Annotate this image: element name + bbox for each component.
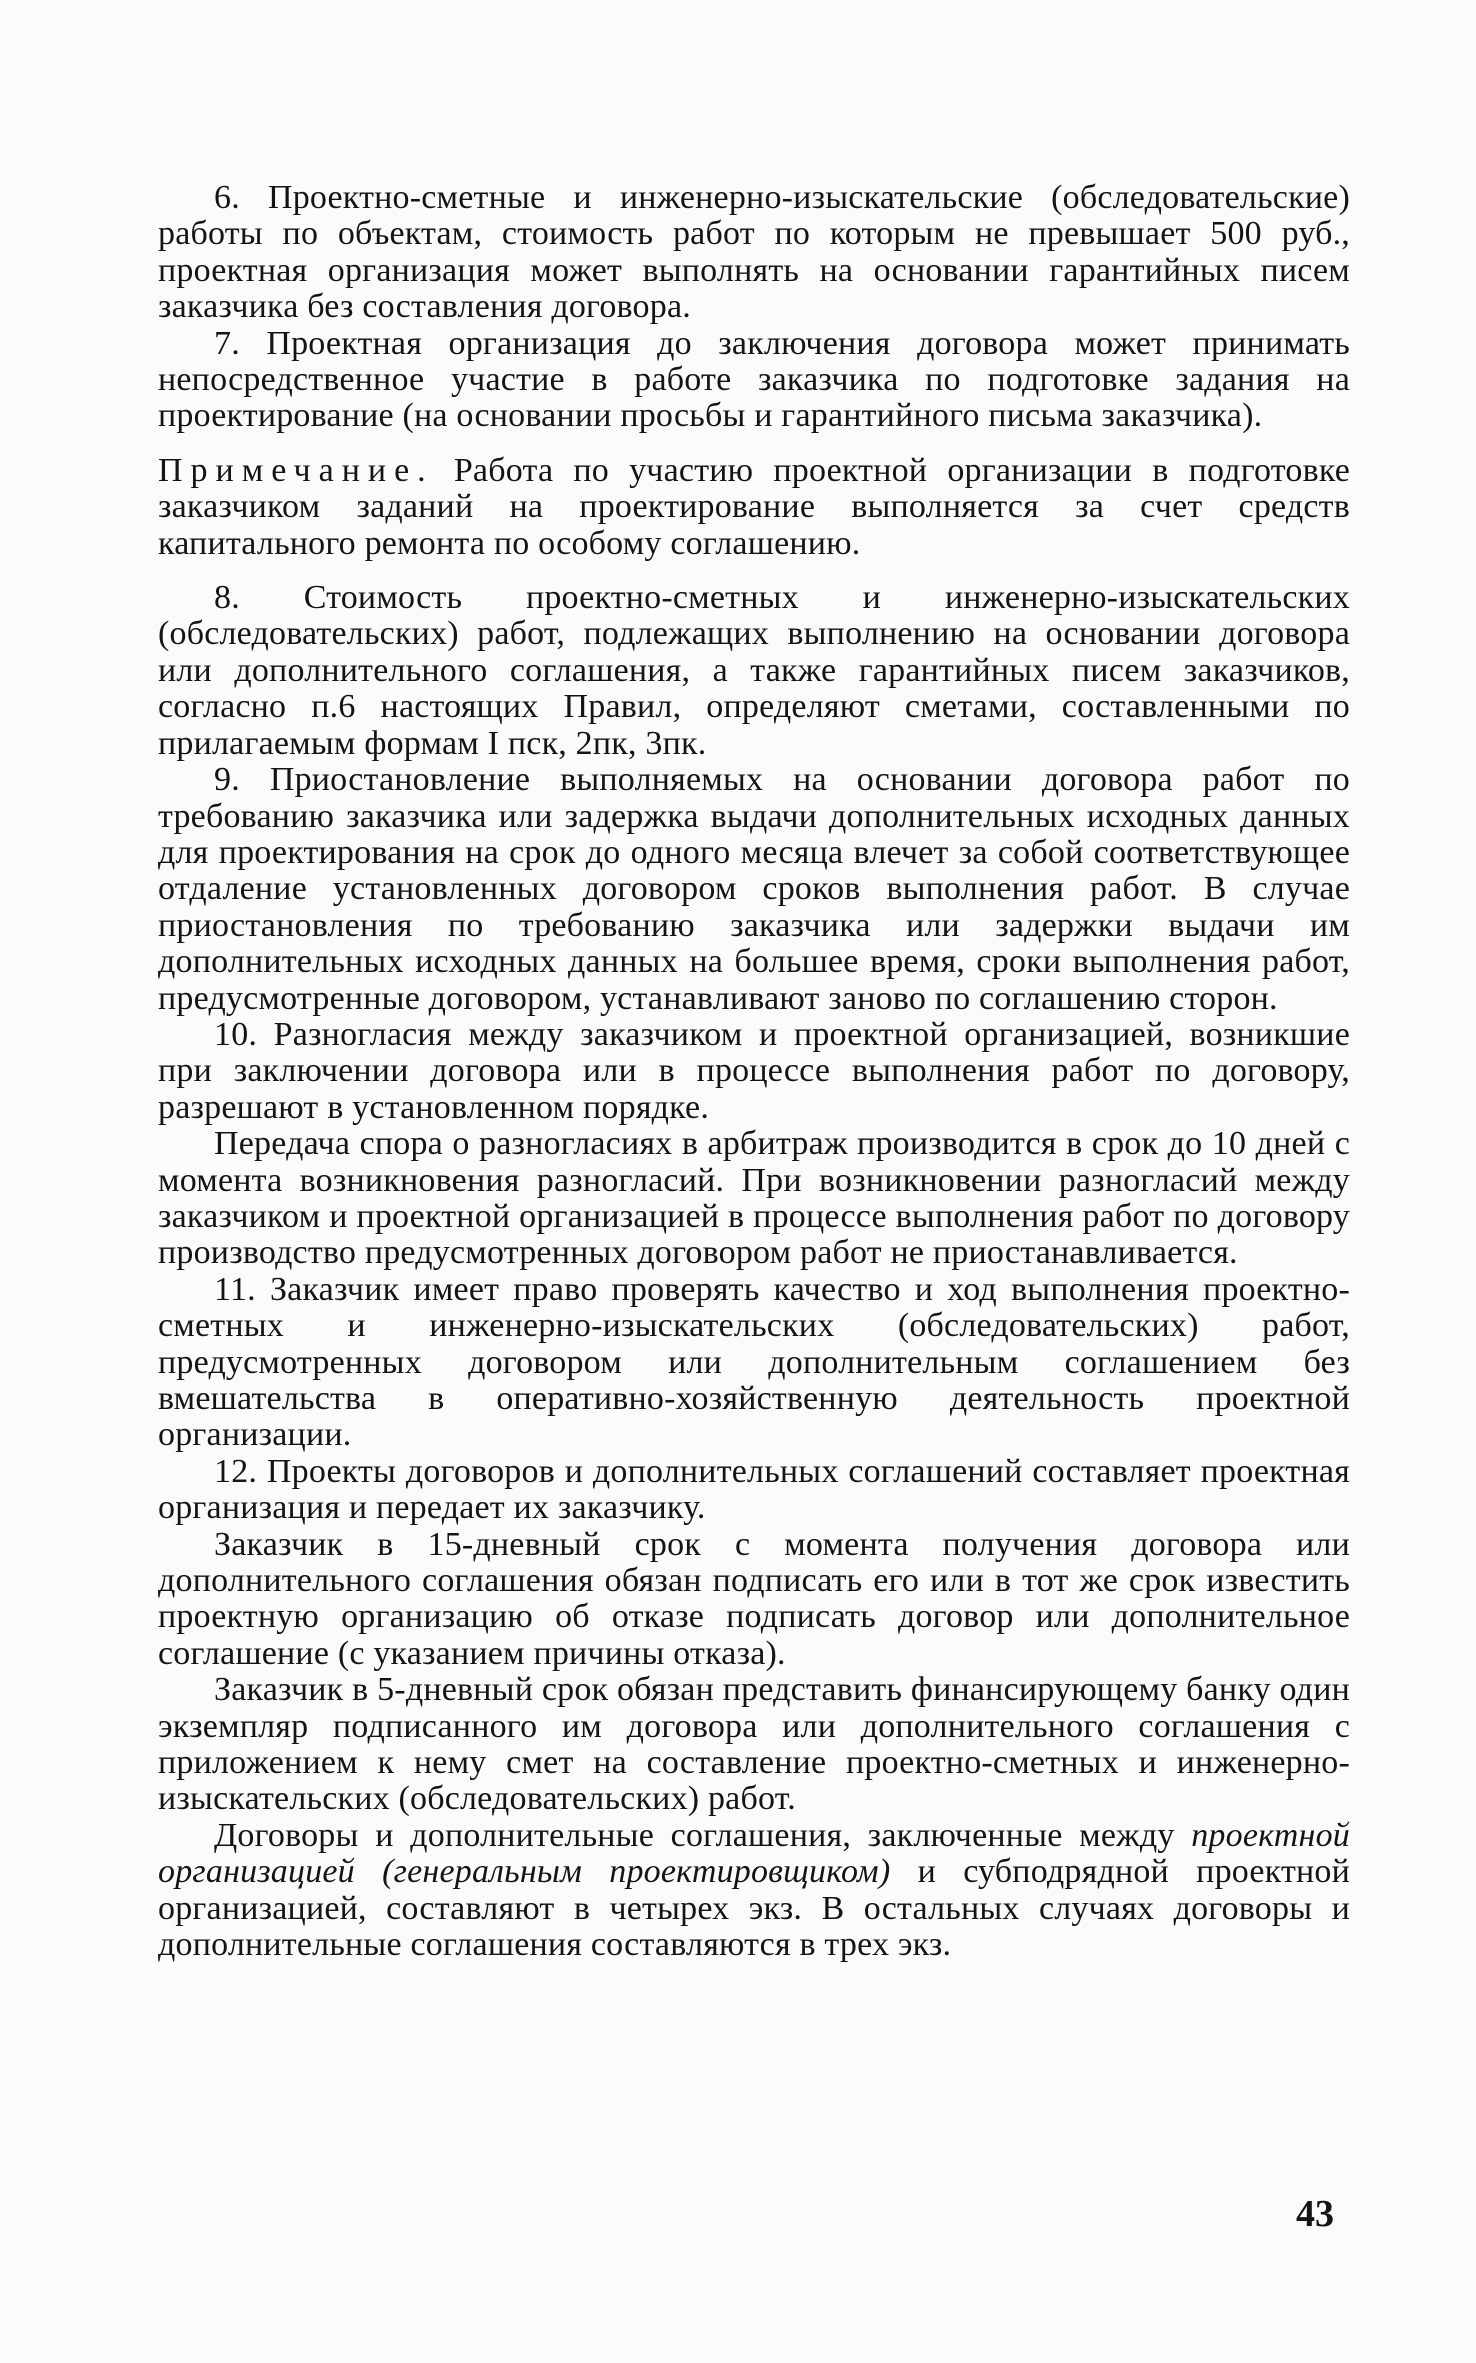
page-number: 43 [1296, 2193, 1334, 2235]
copies-text-start: Договоры и дополнительные соглашения, заключенные между [214, 1816, 1192, 1854]
paragraph-12: 12. Проекты договоров и дополнительных соглашений составляет проектная организация и передает их заказчику. [158, 1452, 1350, 1527]
paragraph-9: 9. Приостановление выполняемых на основании договора работ по требованию заказчика или задержка выдачи дополнительных исходных данных для проектирования на срок до одного месяца влечет за собой соответствующее отдаление установленных договором сроков выполнения работ. В случае приостановления по требованию заказчика или задержки выдачи им дополнительных исходных данных на большее время, сроки выполнения работ, предусмотренные договором, устанавливают заново по соглашению сторон. [158, 761, 1350, 1017]
paragraph-12-copies [158, 1818, 1350, 1964]
body-text [158, 180, 1350, 1964]
paragraph-7: 7. Проектная организация до заключения договора может принимать непосредственное участие в работе заказчика по подготовке задания на проектирование (на основании просьбы и гарантийного письма заказчика). [158, 324, 1350, 435]
note-paragraph [158, 453, 1350, 562]
paragraph-11: 11. Заказчик имеет право проверять качество и ход выполнения проектно-сметных и инженерно-изыскательских (обследовательских) работ, предусмотренных договором или дополнительным соглашением без вмешательства в оперативно-хозяйственную деятельность проектной организации. [158, 1270, 1350, 1454]
paragraph-6: 6. Проектно-сметные и инженерно-изыскательские (обследовательские) работы по объектам, стоимость работ по которым не превышает 500 руб., проектная организация может выполнять на основании гарантийных писем заказчика без составления договора. [158, 179, 1350, 326]
note-text: Работа по участию проектной организации в подготовке заказчиком заданий на проектирование выполняется за счет средств капитального ремонта по особому соглашению. [158, 451, 1350, 562]
paragraph-8: 8. Стоимость проектно-сметных и инженерно-изыскательских (обследовательских) работ, подлежащих выполнению на основании договора или дополнительного соглашения, а также гарантийных писем заказчиков, согласно п.6 настоящих Правил, определяют сметами, составленными по прилагаемым формам I пск, 2пк, 3пк. [158, 579, 1350, 762]
paragraph-12-bank: Заказчик в 5-дневный срок обязан представить финансирующему банку один экземпляр подписанного им договора или дополнительного соглашения с приложением к нему смет на составление проектно-сметных и инженерно-изыскательских (обследовательских) работ. [158, 1671, 1350, 1818]
paragraph-10-arbitration: Передача спора о разногласиях в арбитраж производится в срок до 10 дней с момента возникновения разногласий. При возникновении разногласий между заказчиком и проектной организацией в процессе выполнения работ по договору производство предусмотренных договором работ не приостанавливается. [158, 1125, 1350, 1272]
paragraph-10: 10. Разногласия между заказчиком и проектной организацией, возникшие при заключении договора или в процессе выполнения работ по договору, разрешают в установленном порядке. [158, 1015, 1350, 1126]
copies-text-italic: проектной организацией (генеральным проектировщиком) [158, 1816, 1350, 1891]
note-label: Примечание. [158, 451, 434, 489]
paragraph-12-signing: Заказчик в 15-дневный срок с момента получения договора или дополнительного соглашения обязан подписать его или в тот же срок известить проектную организацию об отказе подписать договор или дополнительное соглашение (с указанием причины отказа). [158, 1525, 1350, 1672]
copies-text-end: и субподрядной проектной организацией, составляют в четырех экз. В остальных случаях договоры и дополнительные соглашения составляются в трех экз. [158, 1853, 1350, 1964]
